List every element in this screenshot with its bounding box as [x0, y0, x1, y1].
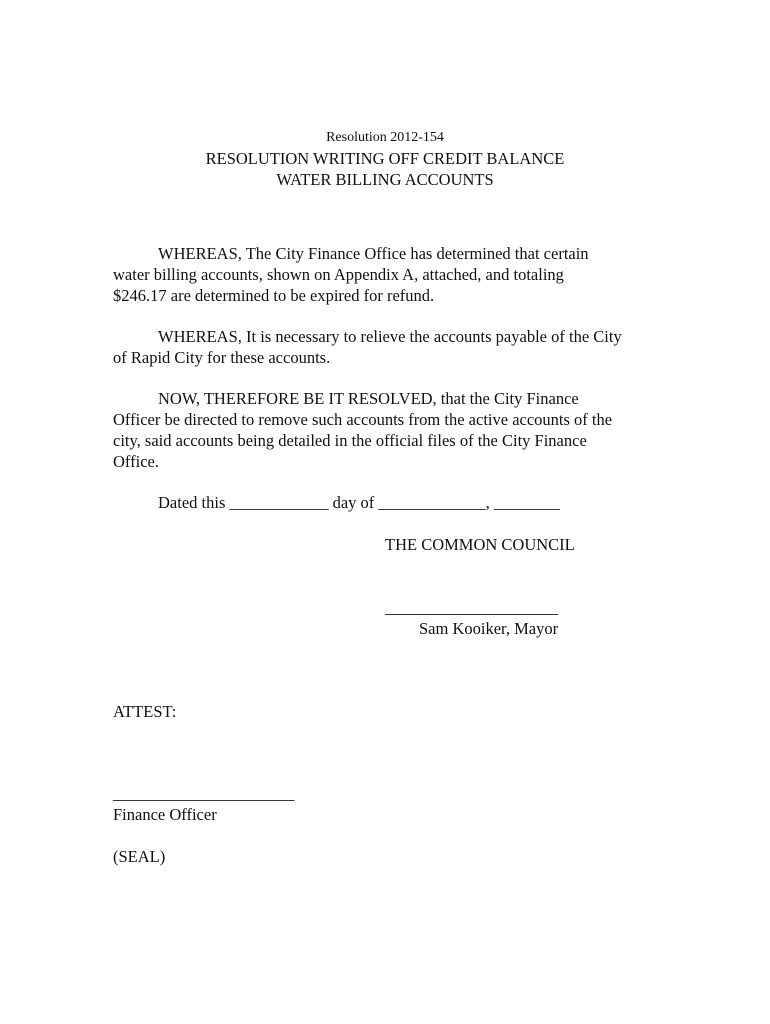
whereas-paragraph-2	[113, 326, 622, 368]
paragraph-line: water billing accounts, shown on Appendix A, attached, and totaling	[113, 265, 564, 284]
resolution-number: Resolution 2012-154	[326, 130, 444, 145]
seal-label: (SEAL)	[113, 847, 166, 866]
paragraph-line: Office.	[113, 452, 159, 471]
council-heading: THE COMMON COUNCIL	[385, 535, 575, 554]
finance-signature-line: ______________________	[113, 784, 295, 803]
resolution-title: RESOLUTION WRITING OFF CREDIT BALANCE	[205, 149, 565, 168]
attest-label: ATTEST:	[113, 702, 177, 721]
paragraph-line: city, said accounts being detailed in the official files of the City Finance	[113, 431, 587, 450]
paragraph-line: $246.17 are determined to be expired for refund.	[113, 286, 435, 305]
mayor-signature-line: _____________________	[385, 598, 559, 617]
paragraph-line: Officer be directed to remove such accounts from the active accounts of the	[113, 410, 613, 429]
paragraph-line: WHEREAS, The City Finance Office has determined that certain	[158, 244, 589, 263]
paragraph-line: WHEREAS, It is necessary to relieve the accounts payable of the City	[158, 327, 622, 346]
resolved-paragraph	[113, 388, 612, 472]
paragraph-line: of Rapid City for these accounts.	[113, 348, 331, 367]
dated-line: Dated this ____________ day of _____________, ________	[158, 493, 560, 512]
paragraph-line: NOW, THEREFORE BE IT RESOLVED, that the City Finance	[158, 389, 579, 408]
whereas-paragraph-1	[113, 243, 589, 306]
mayor-name: Sam Kooiker, Mayor	[419, 619, 559, 638]
finance-officer-title: Finance Officer	[113, 805, 217, 824]
resolution-subtitle: WATER BILLING ACCOUNTS	[276, 170, 494, 189]
